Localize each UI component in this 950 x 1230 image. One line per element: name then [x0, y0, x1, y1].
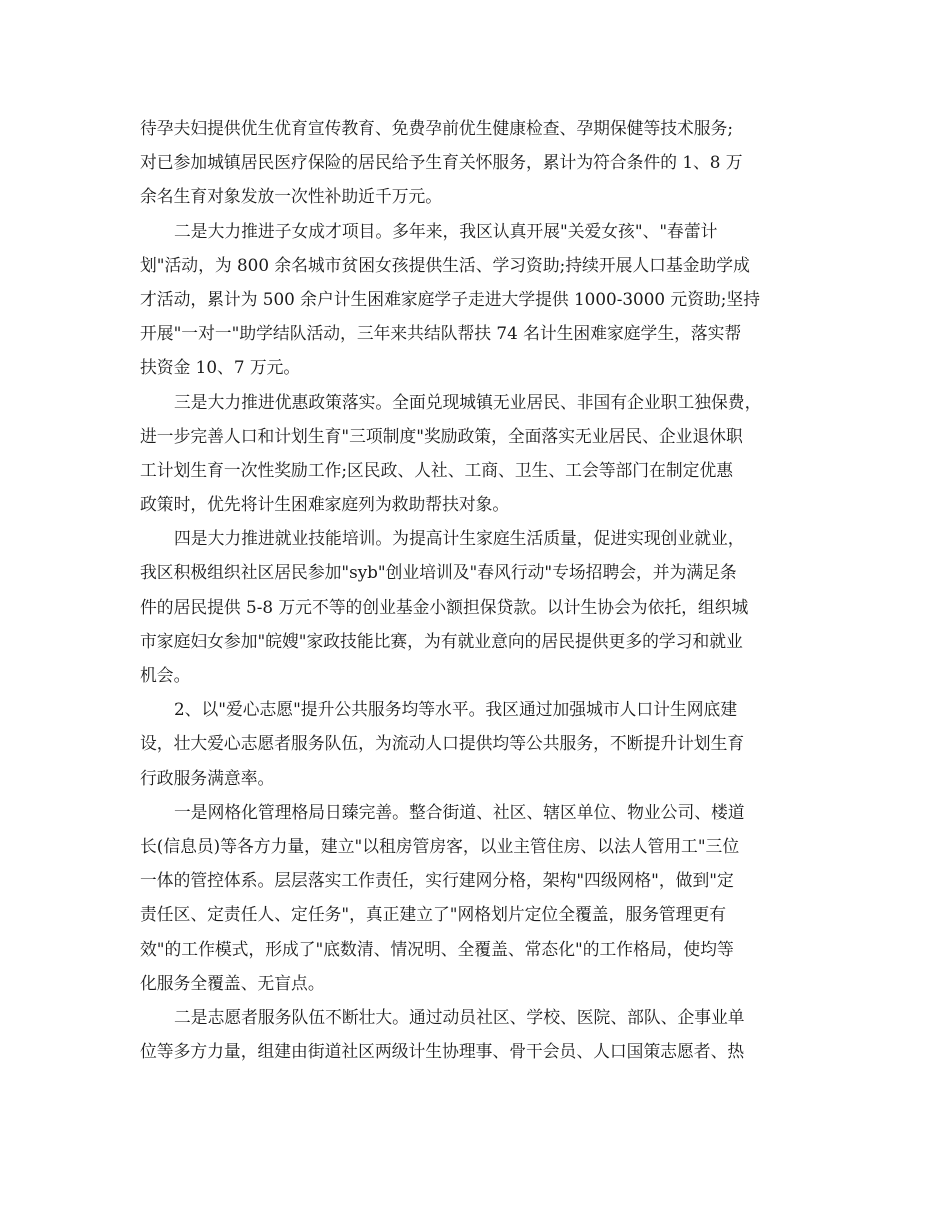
text-line: 行政服务满意率。 [140, 767, 275, 788]
text-line: 设，壮大爱心志愿者服务队伍，为流动人口提供均等公共服务，不断提升计划生育 [140, 733, 745, 754]
text-line: 长(信息员)等各方力量，建立"以租房管房客，以业主管住房、以法人管用工"三位 [140, 835, 740, 856]
paragraph-start-line: 一是网格化管理格局日臻完善。整合街道、社区、辖区单位、物业公司、楼道 [174, 801, 745, 822]
text-line: 我区积极组织社区居民参加"syb"创业培训及"春风行动"专场招聘会，并为满足条 [140, 562, 737, 583]
text-line: 责任区、定责任人、定任务"，真正建立了"网格划片定位全覆盖，服务管理更有 [140, 904, 727, 925]
text-line: 待孕夫妇提供优生优育宣传教育、免费孕前优生健康检查、孕期保健等技术服务; [140, 118, 734, 138]
text-line: 扶资金 10、7 万元。 [140, 357, 301, 378]
paragraph-start-line: 二是大力推进子女成才项目。多年来，我区认真开展"关爱女孩"、"春蕾计 [174, 220, 718, 241]
paragraph-start-line: 三是大力推进优惠政策落实。全面兑现城镇无业居民、非国有企业职工独保费， [174, 391, 762, 412]
paragraph-start-line: 2、以"爱心志愿"提升公共服务均等水平。我区通过加强城市人口计生网底建 [174, 699, 738, 720]
text-line: 政策时，优先将计生困难家庭列为救助帮扶对象。 [140, 494, 510, 515]
document-body [140, 111, 812, 1068]
paragraph-start-line: 四是大力推进就业技能培训。为提高计生家庭生活质量，促进实现创业就业， [174, 528, 745, 549]
text-line: 划"活动，为 800 余名城市贫困女孩提供生活、学习资助;持续开展人口基金助学成 [140, 254, 750, 275]
text-line: 机会。 [140, 665, 191, 685]
text-line: 进一步完善人口和计划生育"三项制度"奖励政策，全面落实无业居民、企业退休职 [140, 425, 743, 446]
text-line: 化服务全覆盖、无盲点。 [140, 972, 325, 993]
text-line: 市家庭妇女参加"皖嫂"家政技能比赛，为有就业意向的居民提供更多的学习和就业 [140, 630, 743, 651]
text-line: 件的居民提供 5-8 万元不等的创业基金小额担保贷款。以计生协会为依托，组织城 [140, 596, 749, 617]
text-line: 余名生育对象发放一次性补助近千万元。 [140, 186, 443, 207]
text-line: 工计划生育一次性奖励工作;区民政、人社、工商、卫生、工会等部门在制定优惠 [140, 459, 734, 480]
text-line: 一体的管控体系。层层落实工作责任，实行建网分格，架构"四级网格"，做到"定 [140, 870, 734, 891]
text-line: 对已参加城镇居民医疗保险的居民给予生育关怀服务，累计为符合条件的 1、8 万 [140, 152, 743, 173]
text-line: 效"的工作模式，形成了"底数清、情况明、全覆盖、常态化"的工作格局，使均等 [140, 938, 734, 959]
text-line: 位等多方力量，组建由街道社区两级计生协理事、骨干会员、人口国策志愿者、热 [140, 1041, 745, 1062]
text-line: 开展"一对一"助学结队活动，三年来共结队帮扶 74 名计生困难家庭学生，落实帮 [140, 323, 742, 344]
text-line: 才活动，累计为 500 余户计生困难家庭学子走进大学提供 1000-3000 元资助;坚持 [140, 288, 760, 309]
paragraph-start-line: 二是志愿者服务队伍不断壮大。通过动员社区、学校、医院、部队、企事业单 [174, 1006, 745, 1027]
